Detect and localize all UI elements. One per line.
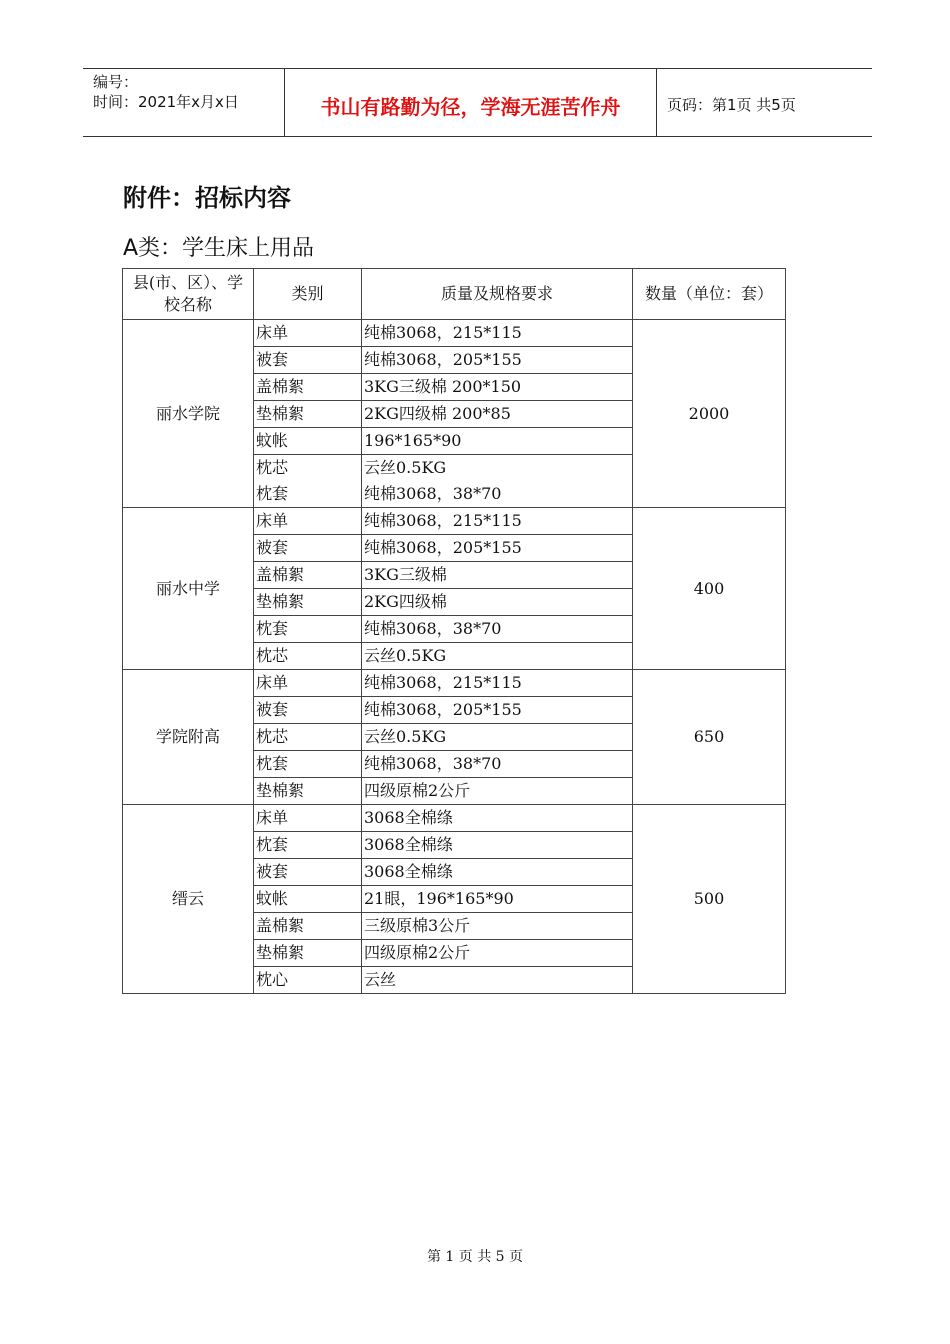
category-cell: 床单 <box>254 805 362 832</box>
category-cell: 床单 <box>254 320 362 347</box>
category-text: 枕套 <box>256 484 289 503</box>
header-motto-cell <box>285 69 657 136</box>
category-cell: 垫棉絮 <box>254 940 362 967</box>
school-name-cell: 学院附高 <box>123 670 254 805</box>
document-number-label: 编号： <box>93 73 139 91</box>
category-cell: 垫棉絮 <box>254 401 362 428</box>
spec-cell: 21眼，196*165*90 <box>362 886 633 913</box>
header-meta-cell <box>83 69 285 136</box>
category-cell: 盖棉絮 <box>254 374 362 401</box>
spec-cell: 纯棉3068，215*115 <box>362 508 633 535</box>
page-footer: 第 1 页 共 5 页 <box>426 1249 524 1265</box>
header-spec: 质量及规格要求 <box>362 269 633 320</box>
spec-cell: 纯棉3068，205*155 <box>362 535 633 562</box>
spec-cell: 3KG三级棉 200*150 <box>362 374 633 401</box>
category-text: 枕芯 <box>256 458 289 477</box>
header-page-label: 页码：第1页 共5页 <box>667 96 796 114</box>
category-cell: 床单 <box>254 508 362 535</box>
quantity-cell: 2000 <box>633 320 786 508</box>
table-row <box>123 508 786 535</box>
spec-cell: 纯棉3068，205*155 <box>362 697 633 724</box>
document-time-label: 时间：2021年x月x日 <box>93 93 239 111</box>
spec-cell: 纯棉3068，38*70 <box>362 616 633 643</box>
spec-cell: 纯棉3068，205*155 <box>362 347 633 374</box>
header-category: 类别 <box>254 269 362 320</box>
spec-cell: 纯棉3068，38*70 <box>362 751 633 778</box>
category-cell: 枕套 <box>254 616 362 643</box>
spec-cell: 三级原棉3公斤 <box>362 913 633 940</box>
section-title: A类：学生床上用品 <box>123 236 315 261</box>
bid-items-table <box>122 268 786 994</box>
spec-cell: 云丝 <box>362 967 633 994</box>
header-motto: 书山有路勤为径，学海无涯苦作舟 <box>320 95 621 119</box>
spec-cell: 196*165*90 <box>362 428 633 455</box>
quantity-cell: 400 <box>633 508 786 670</box>
school-name-cell: 缙云 <box>123 805 254 994</box>
school-name-cell: 丽水学院 <box>123 320 254 508</box>
category-cell: 被套 <box>254 347 362 374</box>
spec-cell: 云丝0.5KG <box>362 724 633 751</box>
header-school: 县(市、区）、学校名称 <box>123 269 254 320</box>
document-header <box>83 68 872 137</box>
table-row <box>123 805 786 832</box>
spec-text: 纯棉3068，38*70 <box>364 484 502 503</box>
spec-cell: 纯棉3068，215*115 <box>362 320 633 347</box>
category-cell: 枕套 <box>254 751 362 778</box>
spec-cell: 纯棉3068，215*115 <box>362 670 633 697</box>
category-cell: 垫棉絮 <box>254 778 362 805</box>
spec-cell: 3068全棉绦 <box>362 805 633 832</box>
page-title: 附件：招标内容 <box>123 184 291 212</box>
spec-cell <box>362 455 633 508</box>
quantity-cell: 500 <box>633 805 786 994</box>
spec-cell: 3068全棉绦 <box>362 832 633 859</box>
category-cell: 蚊帐 <box>254 886 362 913</box>
table-row <box>123 320 786 347</box>
spec-cell: 2KG四级棉 <box>362 589 633 616</box>
category-cell: 被套 <box>254 697 362 724</box>
category-cell: 蚊帐 <box>254 428 362 455</box>
category-cell: 被套 <box>254 535 362 562</box>
header-page-cell <box>657 69 872 136</box>
category-cell: 枕芯 <box>254 724 362 751</box>
spec-cell: 2KG四级棉 200*85 <box>362 401 633 428</box>
spec-cell: 四级原棉2公斤 <box>362 778 633 805</box>
spec-cell: 四级原棉2公斤 <box>362 940 633 967</box>
category-cell: 枕套 <box>254 832 362 859</box>
category-cell: 枕芯 <box>254 643 362 670</box>
table-header-row <box>123 269 786 320</box>
table-body <box>123 320 786 994</box>
table-row <box>123 670 786 697</box>
spec-cell: 3068全棉绦 <box>362 859 633 886</box>
school-name-cell: 丽水中学 <box>123 508 254 670</box>
category-cell: 枕心 <box>254 967 362 994</box>
quantity-cell: 650 <box>633 670 786 805</box>
spec-cell: 云丝0.5KG <box>362 643 633 670</box>
category-cell: 盖棉絮 <box>254 562 362 589</box>
category-cell: 垫棉絮 <box>254 589 362 616</box>
category-cell: 盖棉絮 <box>254 913 362 940</box>
category-cell: 被套 <box>254 859 362 886</box>
spec-text: 云丝0.5KG <box>364 458 447 477</box>
category-cell: 床单 <box>254 670 362 697</box>
spec-cell: 3KG三级棉 <box>362 562 633 589</box>
header-quantity: 数量（单位：套） <box>633 269 786 320</box>
category-cell <box>254 455 362 508</box>
